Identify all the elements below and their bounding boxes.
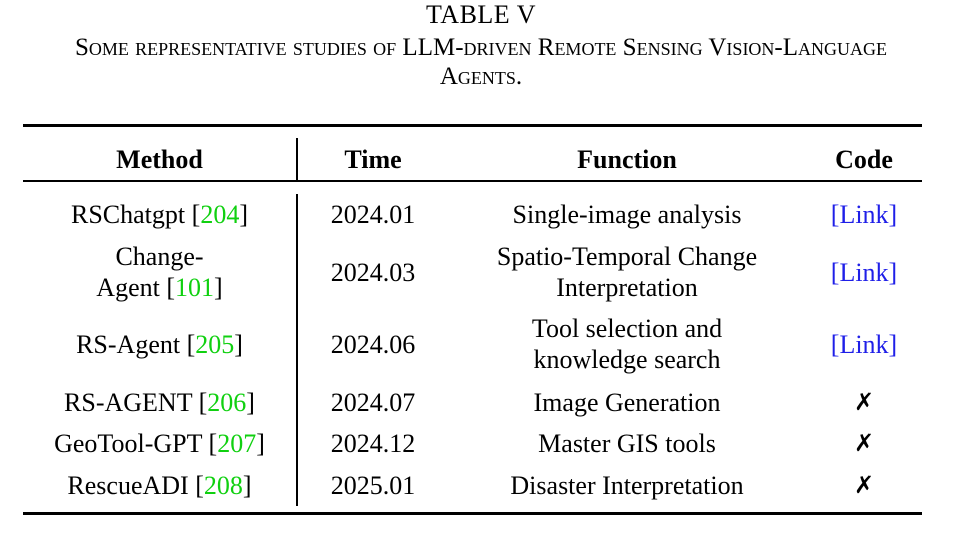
citation-link[interactable]: 205 [195, 329, 235, 359]
cell-time: 2024.06 [330, 329, 416, 359]
cell-time: 2024.03 [330, 257, 416, 287]
method-name: RS-Agent [76, 329, 181, 359]
header-time: Time [344, 144, 402, 174]
cell-time: 2024.07 [330, 387, 416, 417]
function-line-2: knowledge search [533, 345, 721, 374]
method-name: RescueADI [67, 470, 189, 500]
caption-line-1: Some representative studies of LLM-driven Remote Sensing Vision-Language [74, 34, 888, 61]
cell-function: Image Generation [533, 387, 721, 417]
citation-link[interactable]: 101 [175, 273, 215, 302]
cell-function [448, 312, 806, 376]
cell-function: Single-image analysis [512, 199, 742, 229]
function-line-1: Spatio-Temporal Change [496, 242, 758, 271]
header-function: Function [577, 144, 677, 174]
code-link[interactable]: [Link] [830, 257, 898, 287]
code-link[interactable]: [Link] [830, 199, 898, 229]
cell-function: Disaster Interpretation [510, 470, 744, 500]
method-name: GeoTool-GPT [54, 428, 203, 458]
citation-link[interactable]: 207 [217, 428, 257, 458]
method-name: RSChatgpt [71, 199, 186, 229]
cell-method: RescueADI [208] [67, 470, 252, 500]
citation-link[interactable]: 206 [207, 387, 247, 417]
cell-function [448, 240, 806, 304]
bottom-rule [23, 512, 922, 515]
table-caption [20, 33, 942, 91]
cell-time: 2024.12 [330, 428, 416, 458]
table-caption-label: TABLE V [426, 0, 536, 29]
cell-time: 2024.01 [330, 199, 416, 229]
cell-method: GeoTool-GPT [207] [54, 428, 265, 458]
cross-icon: ✗ [853, 470, 875, 499]
cell-time: 2025.01 [330, 470, 416, 500]
header-rule [23, 180, 922, 182]
cell-method: RS-Agent [205] [76, 329, 243, 359]
cell-method: Change- Agent [101] [96, 242, 223, 302]
cross-icon: ✗ [853, 387, 875, 416]
citation-link[interactable]: 204 [200, 199, 240, 229]
method-name: RS-AGENT [64, 387, 193, 417]
citation-link[interactable]: 208 [203, 470, 243, 500]
header-method: Method [116, 144, 203, 174]
header-code: Code [835, 144, 893, 174]
cell-method: RS-AGENT [206] [64, 387, 255, 417]
cross-icon: ✗ [853, 428, 875, 457]
top-rule [23, 124, 922, 127]
function-line-2: Interpretation [556, 273, 698, 302]
cell-function: Master GIS tools [538, 428, 716, 458]
method-name-line-2: Agent [96, 273, 160, 302]
caption-line-2: Agents. [439, 63, 523, 90]
method-name: Change- [115, 242, 204, 271]
function-line-1: Tool selection and [531, 314, 723, 343]
code-link[interactable]: [Link] [830, 329, 898, 359]
cell-method: RSChatgpt [204] [71, 199, 248, 229]
